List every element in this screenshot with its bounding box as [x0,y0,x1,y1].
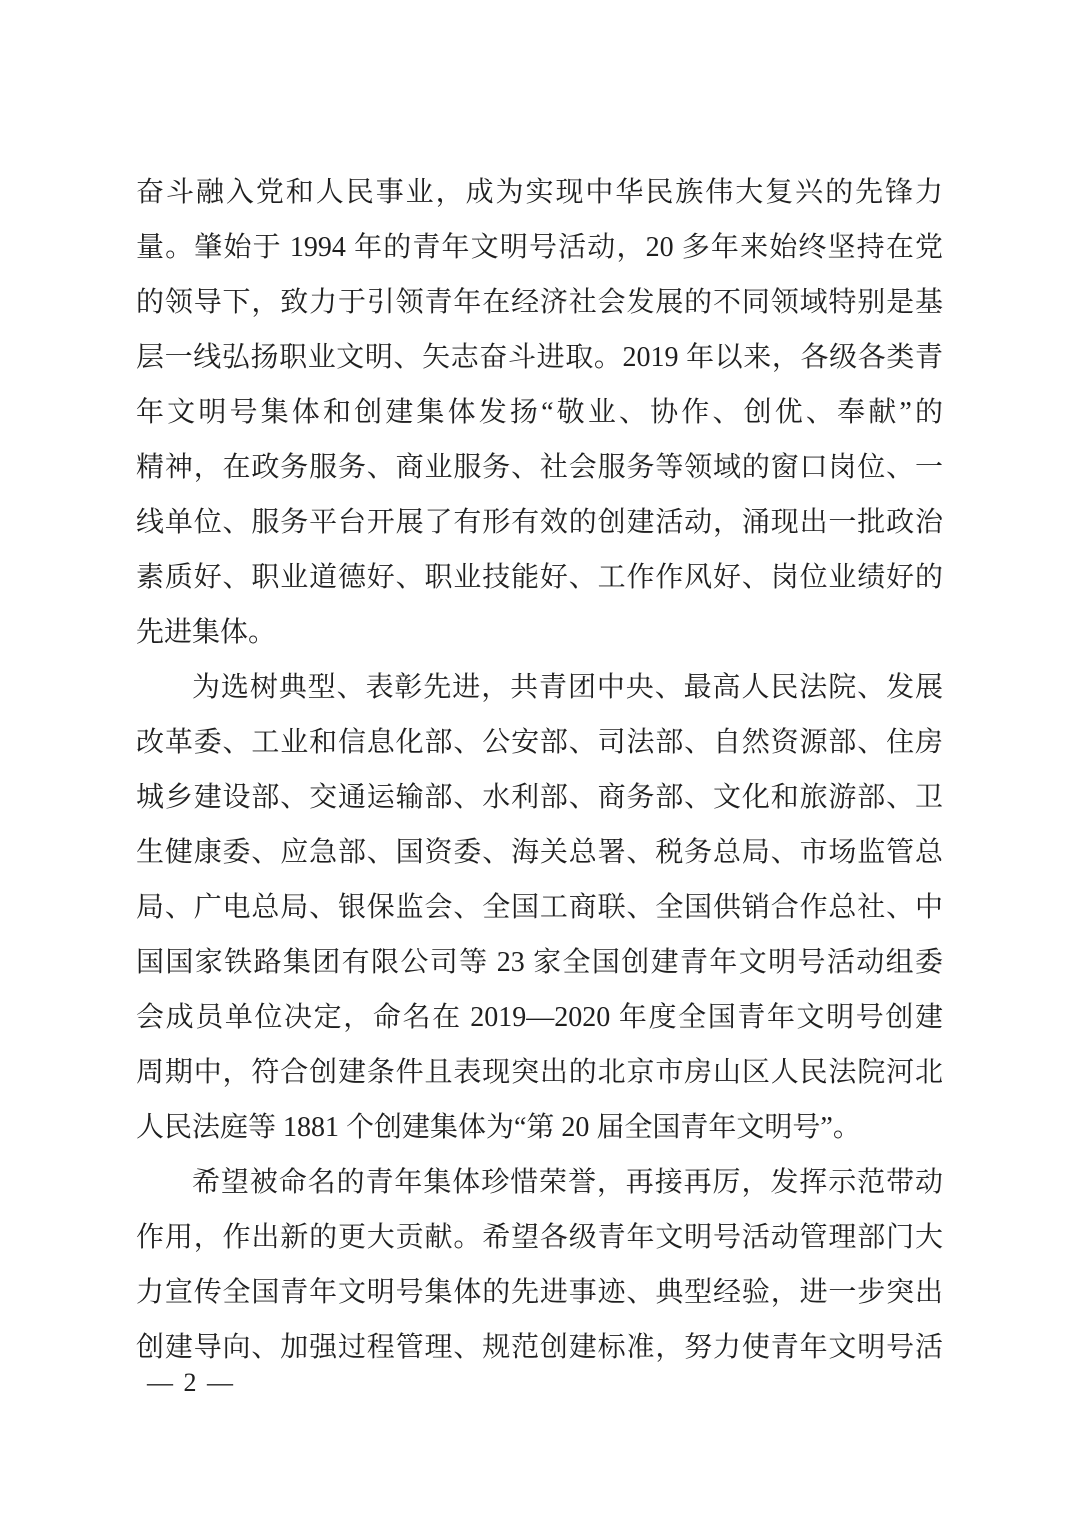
text-line: 的领导下，致力于引领青年在经济社会发展的不同领域特别是基 [136,287,943,318]
document-body [136,165,943,1375]
text-line: 会成员单位决定，命名在 2019—2020 年度全国青年文明号创建 [136,1002,943,1033]
text-line: 层一线弘扬职业文明、矢志奋斗进取。2019 年以来，各级各类青 [136,342,943,373]
text-line: 奋斗融入党和人民事业，成为实现中华民族伟大复兴的先锋力 [136,177,943,208]
paragraph [136,660,943,1155]
text-line: 城乡建设部、交通运输部、水利部、商务部、文化和旅游部、卫 [136,782,943,813]
text-line: 力宣传全国青年文明号集体的先进事迹、典型经验，进一步突出 [136,1277,943,1308]
paragraph [136,165,943,660]
text-line: 先进集体。 [136,617,277,648]
text-line: 年文明号集体和创建集体发扬“敬业、协作、创优、奉献”的 [136,397,943,428]
text-line: 周期中，符合创建条件且表现突出的北京市房山区人民法院河北 [136,1057,943,1088]
text-line: 创建导向、加强过程管理、规范创建标准，努力使青年文明号活 [136,1332,943,1363]
paragraph [136,1155,943,1375]
text-line: 作用，作出新的更大贡献。希望各级青年文明号活动管理部门大 [136,1222,943,1253]
text-line: 国国家铁路集团有限公司等 23 家全国创建青年文明号活动组委 [136,947,943,978]
text-line: 素质好、职业道德好、职业技能好、工作作风好、岗位业绩好的 [136,562,943,593]
text-line: 精神，在政务服务、商业服务、社会服务等领域的窗口岗位、一 [136,452,943,483]
text-line: 改革委、工业和信息化部、公安部、司法部、自然资源部、住房 [136,727,943,758]
text-line: 为选树典型、表彰先进，共青团中央、最高人民法院、发展 [192,672,943,703]
text-line: 希望被命名的青年集体珍惜荣誉，再接再厉，发挥示范带动 [192,1167,943,1198]
text-line: 人民法庭等 1881 个创建集体为“第 20 届全国青年文明号”。 [136,1112,861,1143]
text-line: 量。肇始于 1994 年的青年文明号活动，20 多年来始终坚持在党 [136,232,943,263]
text-line: 生健康委、应急部、国资委、海关总署、税务总局、市场监管总 [136,837,943,868]
text-line: 线单位、服务平台开展了有形有效的创建活动，涌现出一批政治 [136,507,943,538]
page-number: — 2 — [147,1368,235,1397]
text-line: 局、广电总局、银保监会、全国工商联、全国供销合作总社、中 [136,892,943,923]
